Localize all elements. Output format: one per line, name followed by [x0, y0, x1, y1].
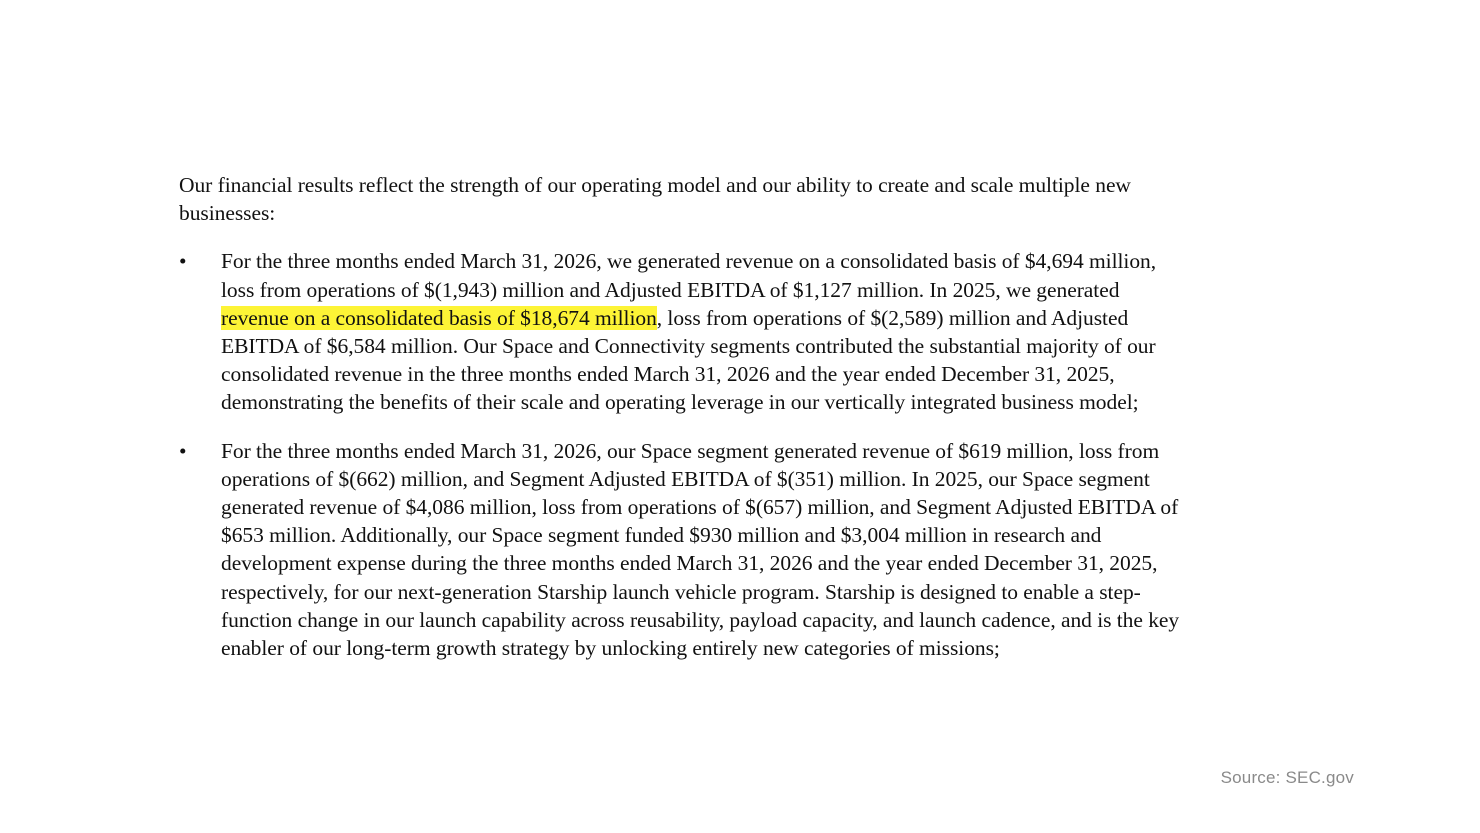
bullet-line: operations of $(662) million, and Segment Adjusted EBITDA of $(351) million. In 2025, our Space segment: [221, 466, 1150, 491]
bullet-line: generated revenue of $4,086 million, loss from operations of $(657) million, and Segment Adjusted EBITDA of: [221, 495, 1179, 520]
bullet-item-space-segment: [179, 437, 1289, 663]
bullet-line: For the three months ended March 31, 2026, we generated revenue on a consolidated basis of $4,694 million,: [221, 249, 1157, 274]
bullet-line: $653 million. Additionally, our Space segment funded $930 million and $3,004 million in research and: [221, 523, 1102, 548]
bullet-item-consolidated-results: [179, 247, 1289, 416]
bullet-line: EBITDA of $6,584 million. Our Space and Connectivity segments contributed the substantial majority of our: [221, 334, 1156, 359]
bullet-line: enabler of our long-term growth strategy by unlocking entirely new categories of missions;: [221, 636, 1000, 661]
intro-line: businesses:: [179, 201, 276, 226]
bullet-marker: •: [179, 438, 187, 463]
bullet-line: consolidated revenue in the three months ended March 31, 2026 and the year ended December 31, 2025,: [221, 362, 1115, 387]
bullet-line: demonstrating the benefits of their scale and operating leverage in our vertically integrated business model;: [221, 390, 1139, 415]
source-credit: Source: SEC.gov: [1220, 768, 1354, 787]
document-excerpt: [179, 171, 1289, 682]
bullet-line-rest: , loss from operations of $(2,589) million and Adjusted: [656, 305, 1129, 330]
bullet-line: respectively, for our next-generation Starship launch vehicle program. Starship is designed to enable a step-: [221, 579, 1141, 604]
bullet-line: [221, 304, 1289, 332]
highlighted-text: revenue on a consolidated basis of $18,674 million: [221, 305, 657, 330]
bullet-line: function change in our launch capability across reusability, payload capacity, and launch cadence, and is the key: [221, 607, 1180, 632]
bullet-line: For the three months ended March 31, 2026, our Space segment generated revenue of $619 million, loss from: [221, 438, 1160, 463]
bullet-line: development expense during the three months ended March 31, 2026 and the year ended December 31, 2025,: [221, 551, 1158, 576]
intro-paragraph: [179, 171, 1289, 227]
bullet-marker: •: [179, 249, 187, 274]
bullet-line: loss from operations of $(1,943) million and Adjusted EBITDA of $1,127 million. In 2025, we generated: [221, 277, 1120, 302]
intro-line: Our financial results reflect the strength of our operating model and our ability to create and scale multiple new: [179, 173, 1131, 197]
